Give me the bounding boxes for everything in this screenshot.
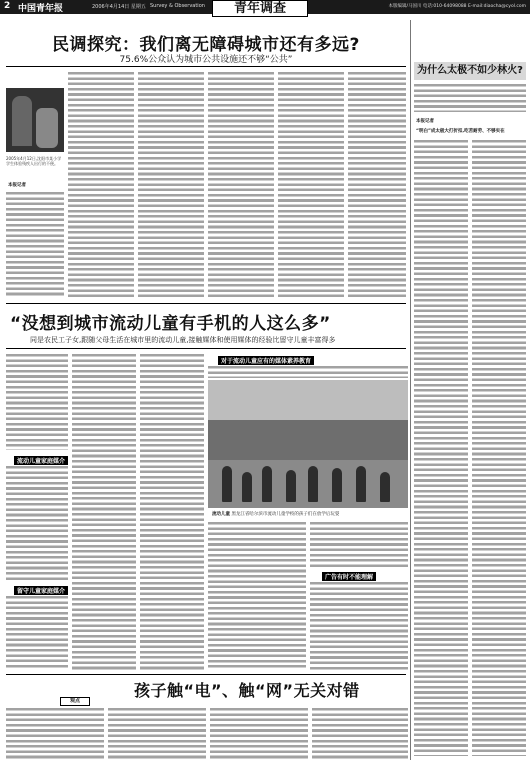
photo-figure [36, 108, 58, 148]
sidebar-headline: 为什么太极不如少林火? [417, 65, 523, 76]
divider [6, 348, 406, 349]
section-heading: 流动儿童家庭媒介 [14, 456, 68, 465]
sidebar-headline-box [414, 62, 526, 80]
section-title-box [212, 0, 308, 17]
bottom-headline: 孩子触“电”、触“网”无关对错 [134, 681, 360, 700]
caption-text: 黑龙江省哈尔滨市流动儿童学校的孩子们在放学后玩耍 [231, 512, 340, 517]
sidebar-byline: 本报记者 [416, 119, 434, 124]
article-column [72, 354, 136, 670]
article-column [208, 522, 306, 670]
children-photo-caption [212, 511, 404, 517]
main-subhead: 75.6%公众认为城市公共设施还不够“公共” [119, 55, 293, 65]
section-title: 青年调查 [233, 1, 286, 16]
main-photo-caption: 2005年4月12日,沈阳市某小学学生体验残疾人出行的不便。 [6, 156, 62, 166]
article-column [210, 708, 308, 760]
child-story-subhead: 同是农民工子女,跟随父母生活在城市里的流动儿童,接触媒体和使用媒体的经验比留守儿童丰富得多 [30, 336, 336, 344]
article-column [6, 596, 68, 670]
divider [6, 303, 406, 304]
article-column [310, 522, 408, 568]
editor-contacts: 本版编辑/马国川 电话:010-64098088 E-mail:diaocha@cyol.com [388, 4, 526, 9]
article-column [310, 582, 408, 670]
section-heading: 对于流动儿童应有的媒体素养教育 [218, 356, 314, 365]
section-heading: 广告有时不能理解 [322, 572, 376, 581]
article-column [6, 708, 104, 760]
caption-label: 流动儿童 [212, 512, 230, 517]
divider [6, 674, 406, 675]
sidebar-column [472, 140, 526, 756]
main-byline: 本报记者 [8, 183, 26, 188]
column-divider [410, 20, 411, 760]
article-column [6, 466, 68, 580]
masthead-bar [0, 0, 530, 14]
article-column [348, 72, 406, 298]
section-heading: 留守儿童家庭媒介 [14, 586, 68, 595]
article-column [208, 72, 274, 298]
issue-date: 2006年4月14日 星期五 [92, 4, 146, 10]
article-column [208, 366, 408, 378]
bottom-tag: 观点 [60, 697, 90, 706]
article-column [312, 708, 408, 760]
page-number: 2 [4, 1, 11, 11]
article-column [138, 72, 204, 298]
photo-figure [12, 96, 32, 146]
children-photo [208, 380, 408, 508]
article-column [6, 192, 64, 298]
child-story-headline: “没想到城市流动儿童有手机的人这么多” [10, 314, 331, 334]
main-headline: 民调探究：我们离无障碍城市还有多远? [52, 35, 360, 55]
sidebar-column [414, 140, 468, 756]
main-story-photo [6, 88, 64, 152]
article-column [140, 354, 204, 670]
article-column [278, 72, 344, 298]
sidebar-subhead: “明白”成太极大打折扣,吃苦耐劳、不够实在 [416, 129, 505, 134]
newspaper-brand: 中国青年报 [18, 4, 64, 14]
section-english: Survey & Observation [150, 3, 205, 9]
article-column [6, 354, 68, 450]
article-column [108, 708, 206, 760]
divider [6, 66, 406, 67]
article-column [68, 72, 134, 298]
sidebar-intro [414, 84, 526, 112]
